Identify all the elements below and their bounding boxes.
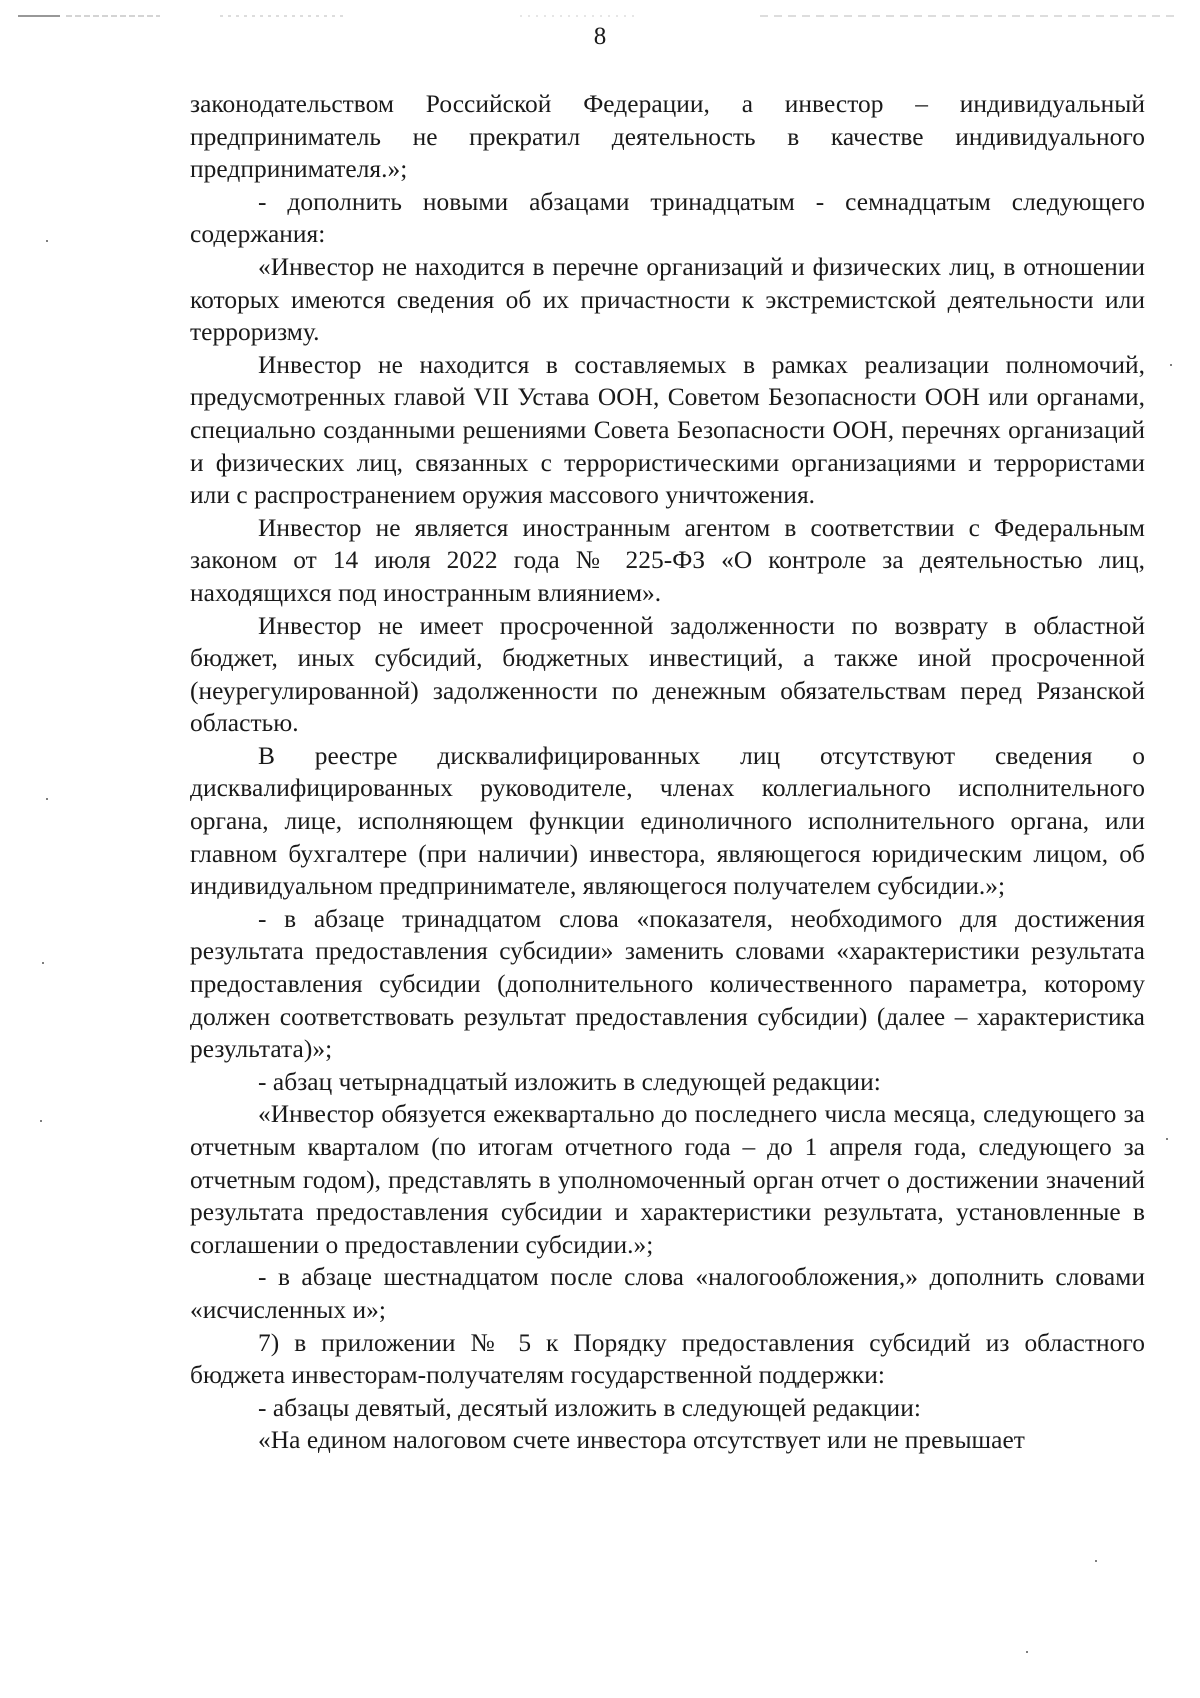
paragraph: - абзац четырнадцатый изложить в следующей редакции:	[258, 1067, 881, 1096]
paragraph: - дополнить новыми абзацами тринадцатым - семнадцатым следующего содержания:	[190, 187, 1145, 249]
scan-artifact-line	[0, 12, 1200, 20]
document-body	[190, 88, 1145, 1457]
paragraph: - абзацы девятый, десятый изложить в следующей редакции:	[258, 1393, 921, 1422]
paragraph: - в абзаце тринадцатом слова «показателя, необходимого для достижения результата предоставления субсидии» заменить словами «характеристики результата предоставления субсидии (дополнительного количественного параметра, которому должен соответствовать результат предоставления субсидии) (далее – характеристика результата)»;	[190, 904, 1145, 1064]
paragraph: «Инвестор не находится в перечне организаций и физических лиц, в отношении которых имеются сведения об их причастности к экстремистской деятельности или терроризму.	[190, 252, 1145, 347]
paragraph: - в абзаце шестнадцатом после слова «налогообложения,» дополнить словами «исчисленных и»;	[190, 1263, 1145, 1324]
paragraph: законодательством Российской Федерации, а инвестор – индивидуальный предприниматель не прекратил деятельность в качестве индивидуального предпринимателя.»;	[190, 90, 1145, 184]
paragraph: Инвестор не находится в составляемых в рамках реализации полномочий, предусмотренных главой VII Устава ООН, Советом Безопасности ООН или органами, специально созданными решениями Совета Безопасности ООН, перечнях организаций и физических лиц, связанных с террористическими организациями и террористами или с распространением оружия массового уничтожения.	[190, 350, 1145, 510]
paragraph: 7) в приложении № 5 к Порядку предоставления субсидий из областного бюджета инвесторам-получателям государственной поддержки:	[190, 1328, 1145, 1390]
page-number: 8	[593, 23, 607, 50]
paragraph: Инвестор не имеет просроченной задолженности по возврату в областной бюджет, иных субсидий, бюджетных инвестиций, а также иной просроченной (неурегулированной) задолженности по денежным обязательствам перед Рязанской областью.	[190, 611, 1145, 738]
paragraph: «Инвестор обязуется ежеквартально до последнего числа месяца, следующего за отчетным кварталом (по итогам отчетного года – до 1 апреля года, следующего за отчетным годом), представлять в уполномоченный орган отчет о достижении значений результата предоставления субсидии и характеристики результата, установленные в соглашении о предоставлении субсидии.»;	[190, 1100, 1145, 1259]
paragraph: В реестре дисквалифицированных лиц отсутствуют сведения о дисквалифицированных руководителе, членах коллегиального исполнительного органа, лице, исполняющем функции единоличного исполнительного органа, или главном бухгалтере (при наличии) инвестора, являющегося юридическим лицом, об индивидуальном предпринимателе, являющегося получателем субсидии.»;	[190, 741, 1145, 901]
paragraph: Инвестор не является иностранным агентом в соответствии с Федеральным законом от 14 июля 2022 года № 225-ФЗ «О контроле за деятельностью лиц, находящихся под иностранным влиянием».	[190, 513, 1145, 607]
paragraph: «На едином налоговом счете инвестора отсутствует или не превышает	[258, 1426, 1025, 1455]
